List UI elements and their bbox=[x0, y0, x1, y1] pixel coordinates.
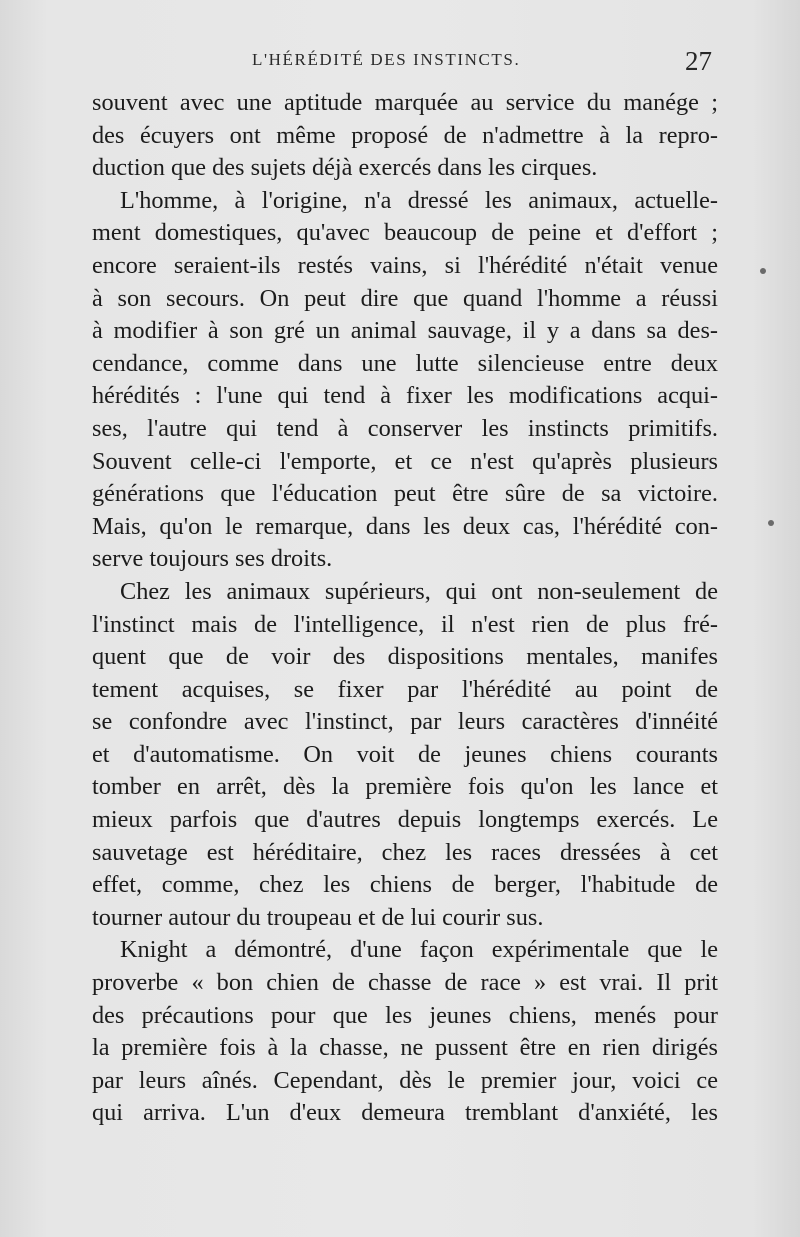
text-line: quent que de voir des dispositions mentales, manifes bbox=[92, 643, 718, 671]
text-line: L'homme, à l'origine, n'a dressé les animaux, actuelle- bbox=[120, 186, 718, 214]
text-line: Knight a démontré, d'une façon expérimentale que le bbox=[120, 936, 718, 964]
text-line: tomber en arrêt, dès la première fois qu'on les lance et bbox=[92, 773, 718, 801]
text-line: se confondre avec l'instinct, par leurs caractères d'innéité bbox=[92, 708, 718, 736]
text-line: Chez les animaux supérieurs, qui ont non-seulement de bbox=[120, 577, 718, 605]
text-line: la première fois à la chasse, ne pussent être en rien dirigés bbox=[92, 1034, 718, 1062]
text-line: serve toujours ses droits. bbox=[92, 545, 333, 573]
text-line: à modifier à son gré un animal sauvage, il y a dans sa des- bbox=[92, 317, 718, 345]
ink-speck bbox=[768, 520, 774, 526]
running-head bbox=[92, 46, 712, 80]
text-line: duction que des sujets déjà exercés dans les cirques. bbox=[92, 154, 598, 182]
text-line: cendance, comme dans une lutte silencieuse entre deux bbox=[92, 349, 718, 377]
body-text bbox=[92, 87, 718, 1130]
text-line: tement acquises, se fixer par l'hérédité au point de bbox=[92, 675, 718, 703]
text-line: par leurs aînés. Cependant, dès le premier jour, voici ce bbox=[92, 1066, 718, 1094]
text-line: des précautions pour que les jeunes chiens, menés pour bbox=[92, 1001, 718, 1029]
ink-speck bbox=[760, 268, 766, 274]
text-line: générations que l'éducation peut être sûre de sa victoire. bbox=[92, 480, 718, 508]
text-line: proverbe « bon chien de chasse de race » est vrai. Il prit bbox=[92, 969, 718, 997]
text-line: tourner autour du troupeau et de lui courir sus. bbox=[92, 903, 544, 931]
text-line: ses, l'autre qui tend à conserver les instincts primitifs. bbox=[92, 414, 718, 442]
text-line: Souvent celle-ci l'emporte, et ce n'est qu'après plusieurs bbox=[92, 447, 718, 475]
text-line: l'instinct mais de l'intelligence, il n'est rien de plus fré- bbox=[92, 610, 718, 638]
text-line: encore seraient-ils restés vains, si l'hérédité n'était venue bbox=[92, 251, 718, 279]
text-line: ment domestiques, qu'avec beaucoup de peine et d'effort ; bbox=[92, 219, 718, 247]
text-line: souvent avec une aptitude marquée au service du manége ; bbox=[92, 89, 718, 116]
text-line: Mais, qu'on le remarque, dans les deux cas, l'hérédité con- bbox=[92, 512, 718, 540]
text-line: et d'automatisme. On voit de jeunes chiens courants bbox=[92, 740, 718, 768]
text-line: hérédités : l'une qui tend à fixer les modifications acqui- bbox=[92, 382, 718, 410]
text-line: sauvetage est héréditaire, chez les races dressées à cet bbox=[92, 838, 718, 866]
text-line: à son secours. On peut dire que quand l'homme a réussi bbox=[92, 284, 718, 312]
text-line: des écuyers ont même proposé de n'admettre à la repro- bbox=[92, 121, 718, 149]
running-title: L'HÉRÉDITÉ DES INSTINCTS. bbox=[252, 50, 521, 69]
text-line: effet, comme, chez les chiens de berger, l'habitude de bbox=[92, 871, 718, 899]
text-line: mieux parfois que d'autres depuis longtemps exercés. Le bbox=[92, 806, 718, 834]
text-line: qui arriva. L'un d'eux demeura tremblant d'anxiété, les bbox=[92, 1099, 718, 1127]
page-number: 27 bbox=[685, 46, 712, 76]
